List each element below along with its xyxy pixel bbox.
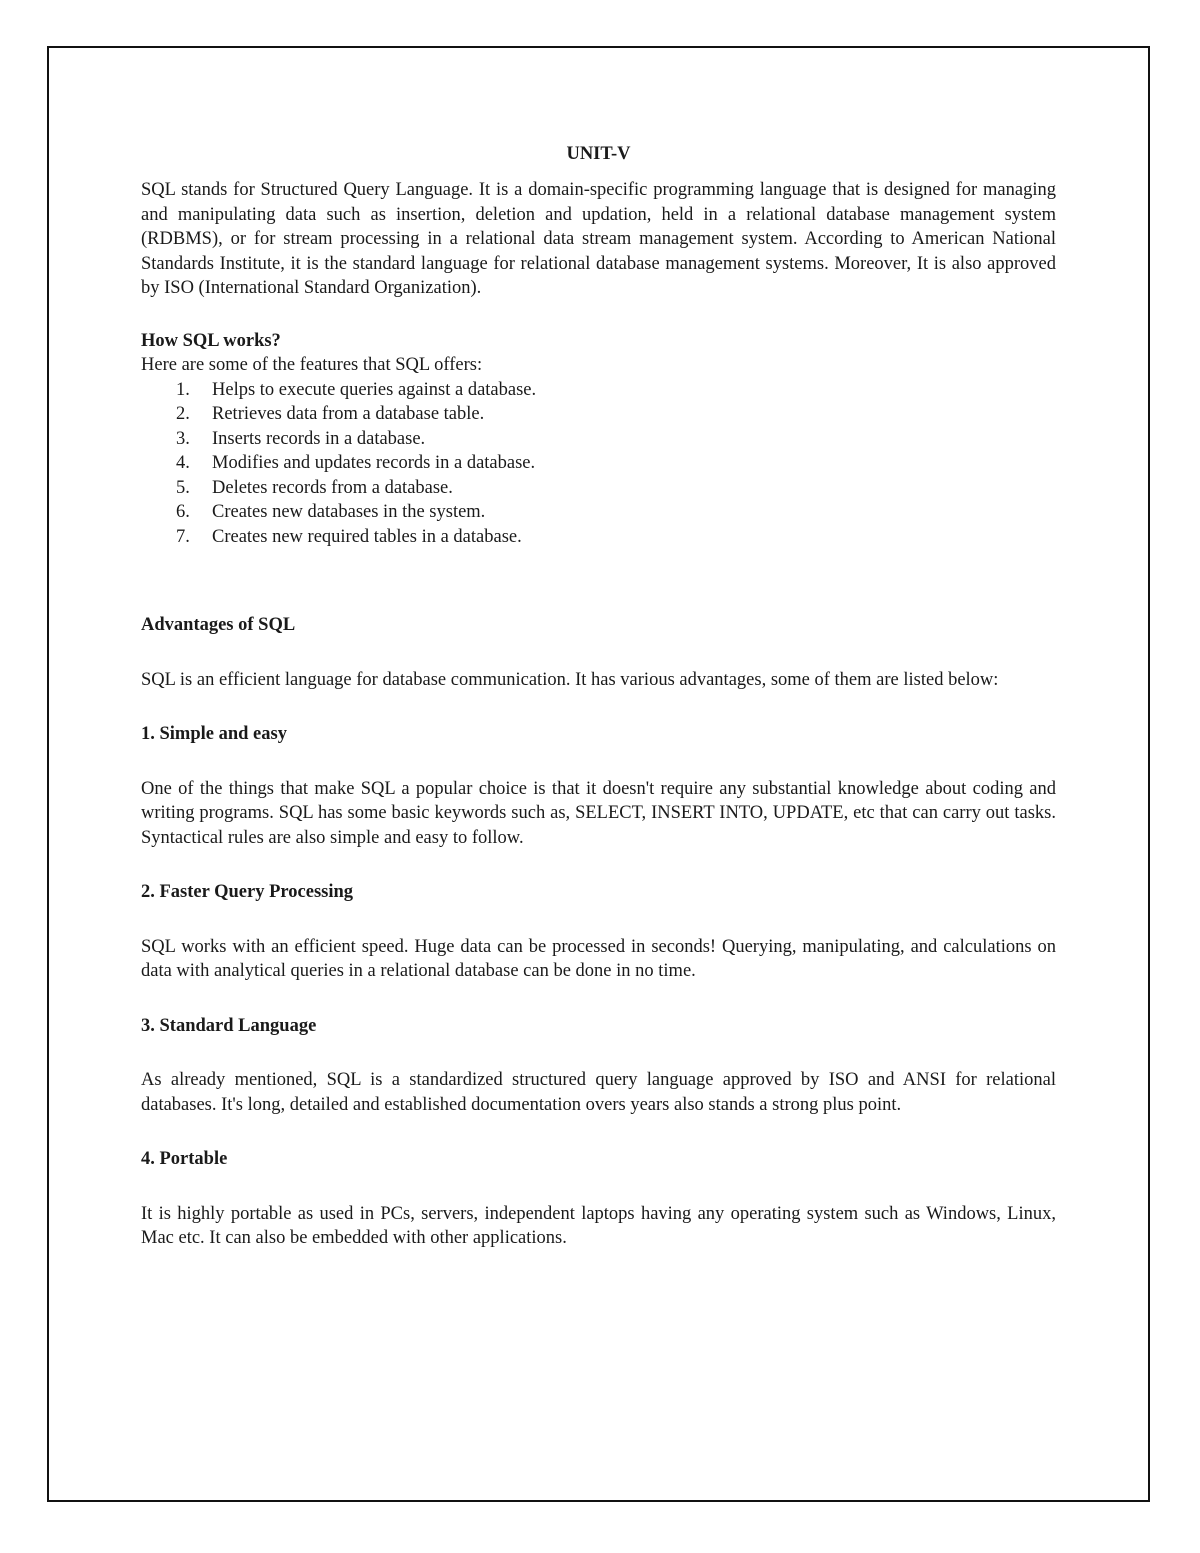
advantage-heading-simple: 1. Simple and easy bbox=[141, 724, 287, 744]
list-item-text: Helps to execute queries against a database. bbox=[212, 379, 537, 400]
advantage-body-portable: It is highly portable as used in PCs, servers, independent laptops having any operating system such as Windows, Linux, Mac etc. It can also be embedded with other applications. bbox=[141, 1203, 1056, 1248]
advantage-body-faster: SQL works with an efficient speed. Huge data can be processed in seconds! Querying, manipulating, and calculations on data with analytical queries in a relational database can be done in no time. bbox=[141, 936, 1056, 981]
intro-paragraph: SQL stands for Structured Query Language. It is a domain-specific programming language that is designed for managing and manipulating data such as insertion, deletion and updation, held in a relational database management system (RDBMS), or for stream processing in a relational data stream management system. According to American National Standards Institute, it is the standard language for relational database management systems. Moreover, It is also approved by ISO (International Standard Organization). bbox=[141, 180, 1056, 298]
list-item bbox=[176, 451, 1056, 476]
advantage-body-simple: One of the things that make SQL a popular choice is that it doesn't require any substantial knowledge about coding and writing programs. SQL has some basic keywords such as, SELECT, INSERT INTO, UPDATE, etc that can carry out tasks. Syntactical rules are also simple and easy to follow. bbox=[141, 778, 1056, 848]
list-item-text: Inserts records in a database. bbox=[212, 428, 426, 449]
list-item bbox=[176, 378, 1056, 403]
list-item-text: Deletes records from a database. bbox=[212, 477, 453, 498]
features-lead: Here are some of the features that SQL offers: bbox=[141, 355, 483, 375]
list-number: 7. bbox=[176, 526, 190, 547]
document-body bbox=[141, 140, 1056, 1251]
list-item-text: Modifies and updates records in a database. bbox=[212, 453, 536, 473]
list-item bbox=[176, 500, 1056, 525]
advantage-heading-portable: 4. Portable bbox=[141, 1149, 228, 1169]
advantage-body-standard: As already mentioned, SQL is a standardized structured query language approved by ISO and ANSI for relational databases. It's long, detailed and established documentation overs years also stands a strong plus point. bbox=[141, 1070, 1056, 1115]
advantage-heading-faster: 2. Faster Query Processing bbox=[141, 882, 354, 902]
features-list bbox=[141, 378, 1056, 550]
list-number: 4. bbox=[176, 453, 190, 473]
list-number: 2. bbox=[176, 404, 190, 424]
list-number: 5. bbox=[176, 477, 190, 498]
how-sql-works-heading: How SQL works? bbox=[141, 330, 281, 351]
list-item bbox=[176, 402, 1056, 427]
unit-title: UNIT-V bbox=[566, 144, 631, 164]
list-number: 3. bbox=[176, 428, 190, 449]
advantages-heading: Advantages of SQL bbox=[141, 615, 296, 635]
advantage-heading-standard: 3. Standard Language bbox=[141, 1015, 317, 1036]
advantages-intro: SQL is an efficient language for database communication. It has various advantages, some of them are listed below: bbox=[141, 669, 999, 690]
list-item-text: Retrieves data from a database table. bbox=[212, 404, 485, 424]
list-number: 1. bbox=[176, 379, 190, 400]
list-item-text: Creates new databases in the system. bbox=[212, 502, 486, 522]
list-item bbox=[176, 525, 1056, 550]
list-item-text: Creates new required tables in a database. bbox=[212, 526, 522, 547]
list-item bbox=[176, 427, 1056, 452]
list-item bbox=[176, 476, 1056, 501]
list-number: 6. bbox=[176, 502, 190, 522]
